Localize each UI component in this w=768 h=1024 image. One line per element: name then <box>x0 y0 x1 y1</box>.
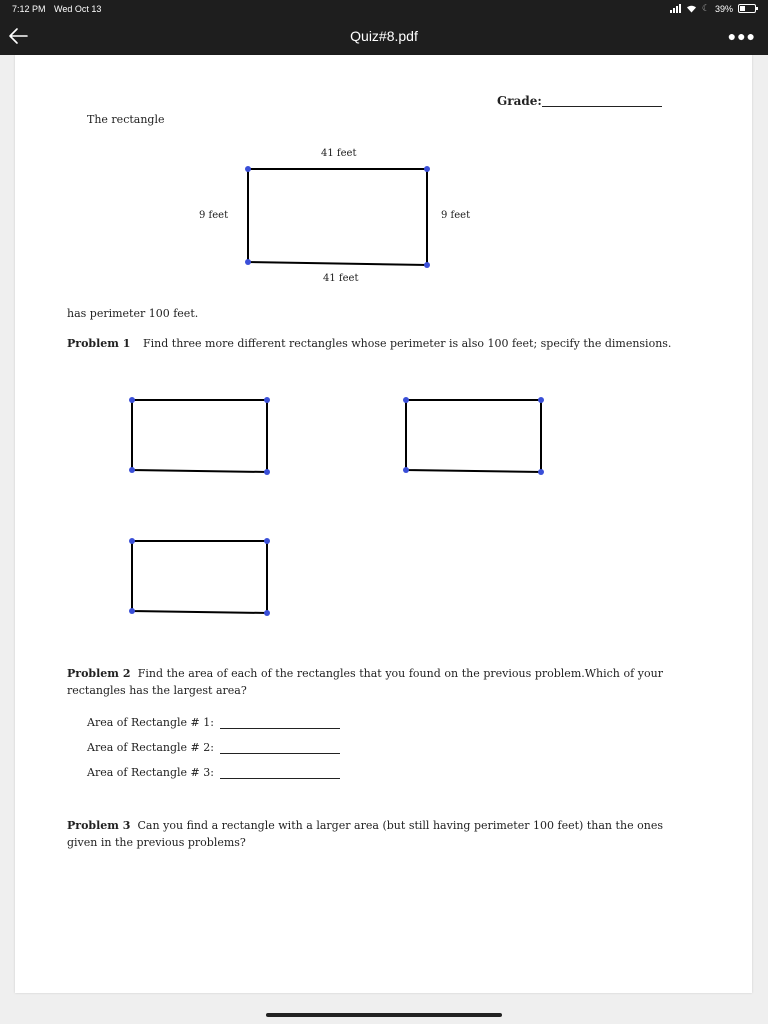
example-rectangle <box>245 166 431 268</box>
area-line-3-blank <box>220 778 340 779</box>
signal-icon <box>670 4 681 13</box>
area-line-1-blank <box>220 728 340 729</box>
problem2-label: Problem 2 <box>67 667 131 680</box>
battery-icon <box>738 4 756 13</box>
home-indicator[interactable] <box>266 1013 502 1017</box>
area-line-2-blank <box>220 753 340 754</box>
problem2 <box>67 665 663 699</box>
problem3-text: Can you find a rectangle with a larger area (but still having perimeter 100 feet) than the ones given in the previous problems? <box>67 819 663 849</box>
answer-rectangle-2 <box>403 397 545 475</box>
rect-bottom-label: 41 feet <box>323 273 359 284</box>
status-right <box>670 3 756 14</box>
problem2-text: Find the area of each of the rectangles that you found on the previous problem.Which of your rectangles has the largest area? <box>67 667 663 697</box>
document-title: Quiz#8.pdf <box>350 28 418 44</box>
battery-percent: 39% <box>714 3 733 14</box>
moon-icon: ☾ <box>701 3 710 13</box>
status-date: Wed Oct 13 <box>54 4 102 14</box>
nav-bar <box>0 18 768 55</box>
area-line-3-label: Area of Rectangle # 3: <box>87 766 214 779</box>
wifi-icon <box>686 4 697 13</box>
intro-text: The rectangle <box>87 113 165 126</box>
problem1-text: Find three more different rectangles whose perimeter is also 100 feet; specify the dimensions. <box>143 337 672 350</box>
area-line-1-label: Area of Rectangle # 1: <box>87 716 214 729</box>
problem3 <box>67 817 663 851</box>
answer-rectangle-3 <box>129 538 271 616</box>
answer-rectangle-1 <box>129 397 271 475</box>
status-bar <box>0 0 768 18</box>
problem1-label: Problem 1 <box>67 337 131 350</box>
status-time: 7:12 PM <box>12 4 46 14</box>
perimeter-note: has perimeter 100 feet. <box>67 307 199 320</box>
pdf-page <box>15 55 752 993</box>
problem3-label: Problem 3 <box>67 819 131 832</box>
area-line-2-label: Area of Rectangle # 2: <box>87 741 214 754</box>
grade-label: Grade: <box>497 94 542 108</box>
rect-right-label: 9 feet <box>441 210 471 221</box>
grade-blank <box>542 106 662 107</box>
more-options-icon[interactable]: ●●● <box>727 28 756 44</box>
rect-left-label: 9 feet <box>199 210 229 221</box>
rect-top-label: 41 feet <box>321 148 357 159</box>
